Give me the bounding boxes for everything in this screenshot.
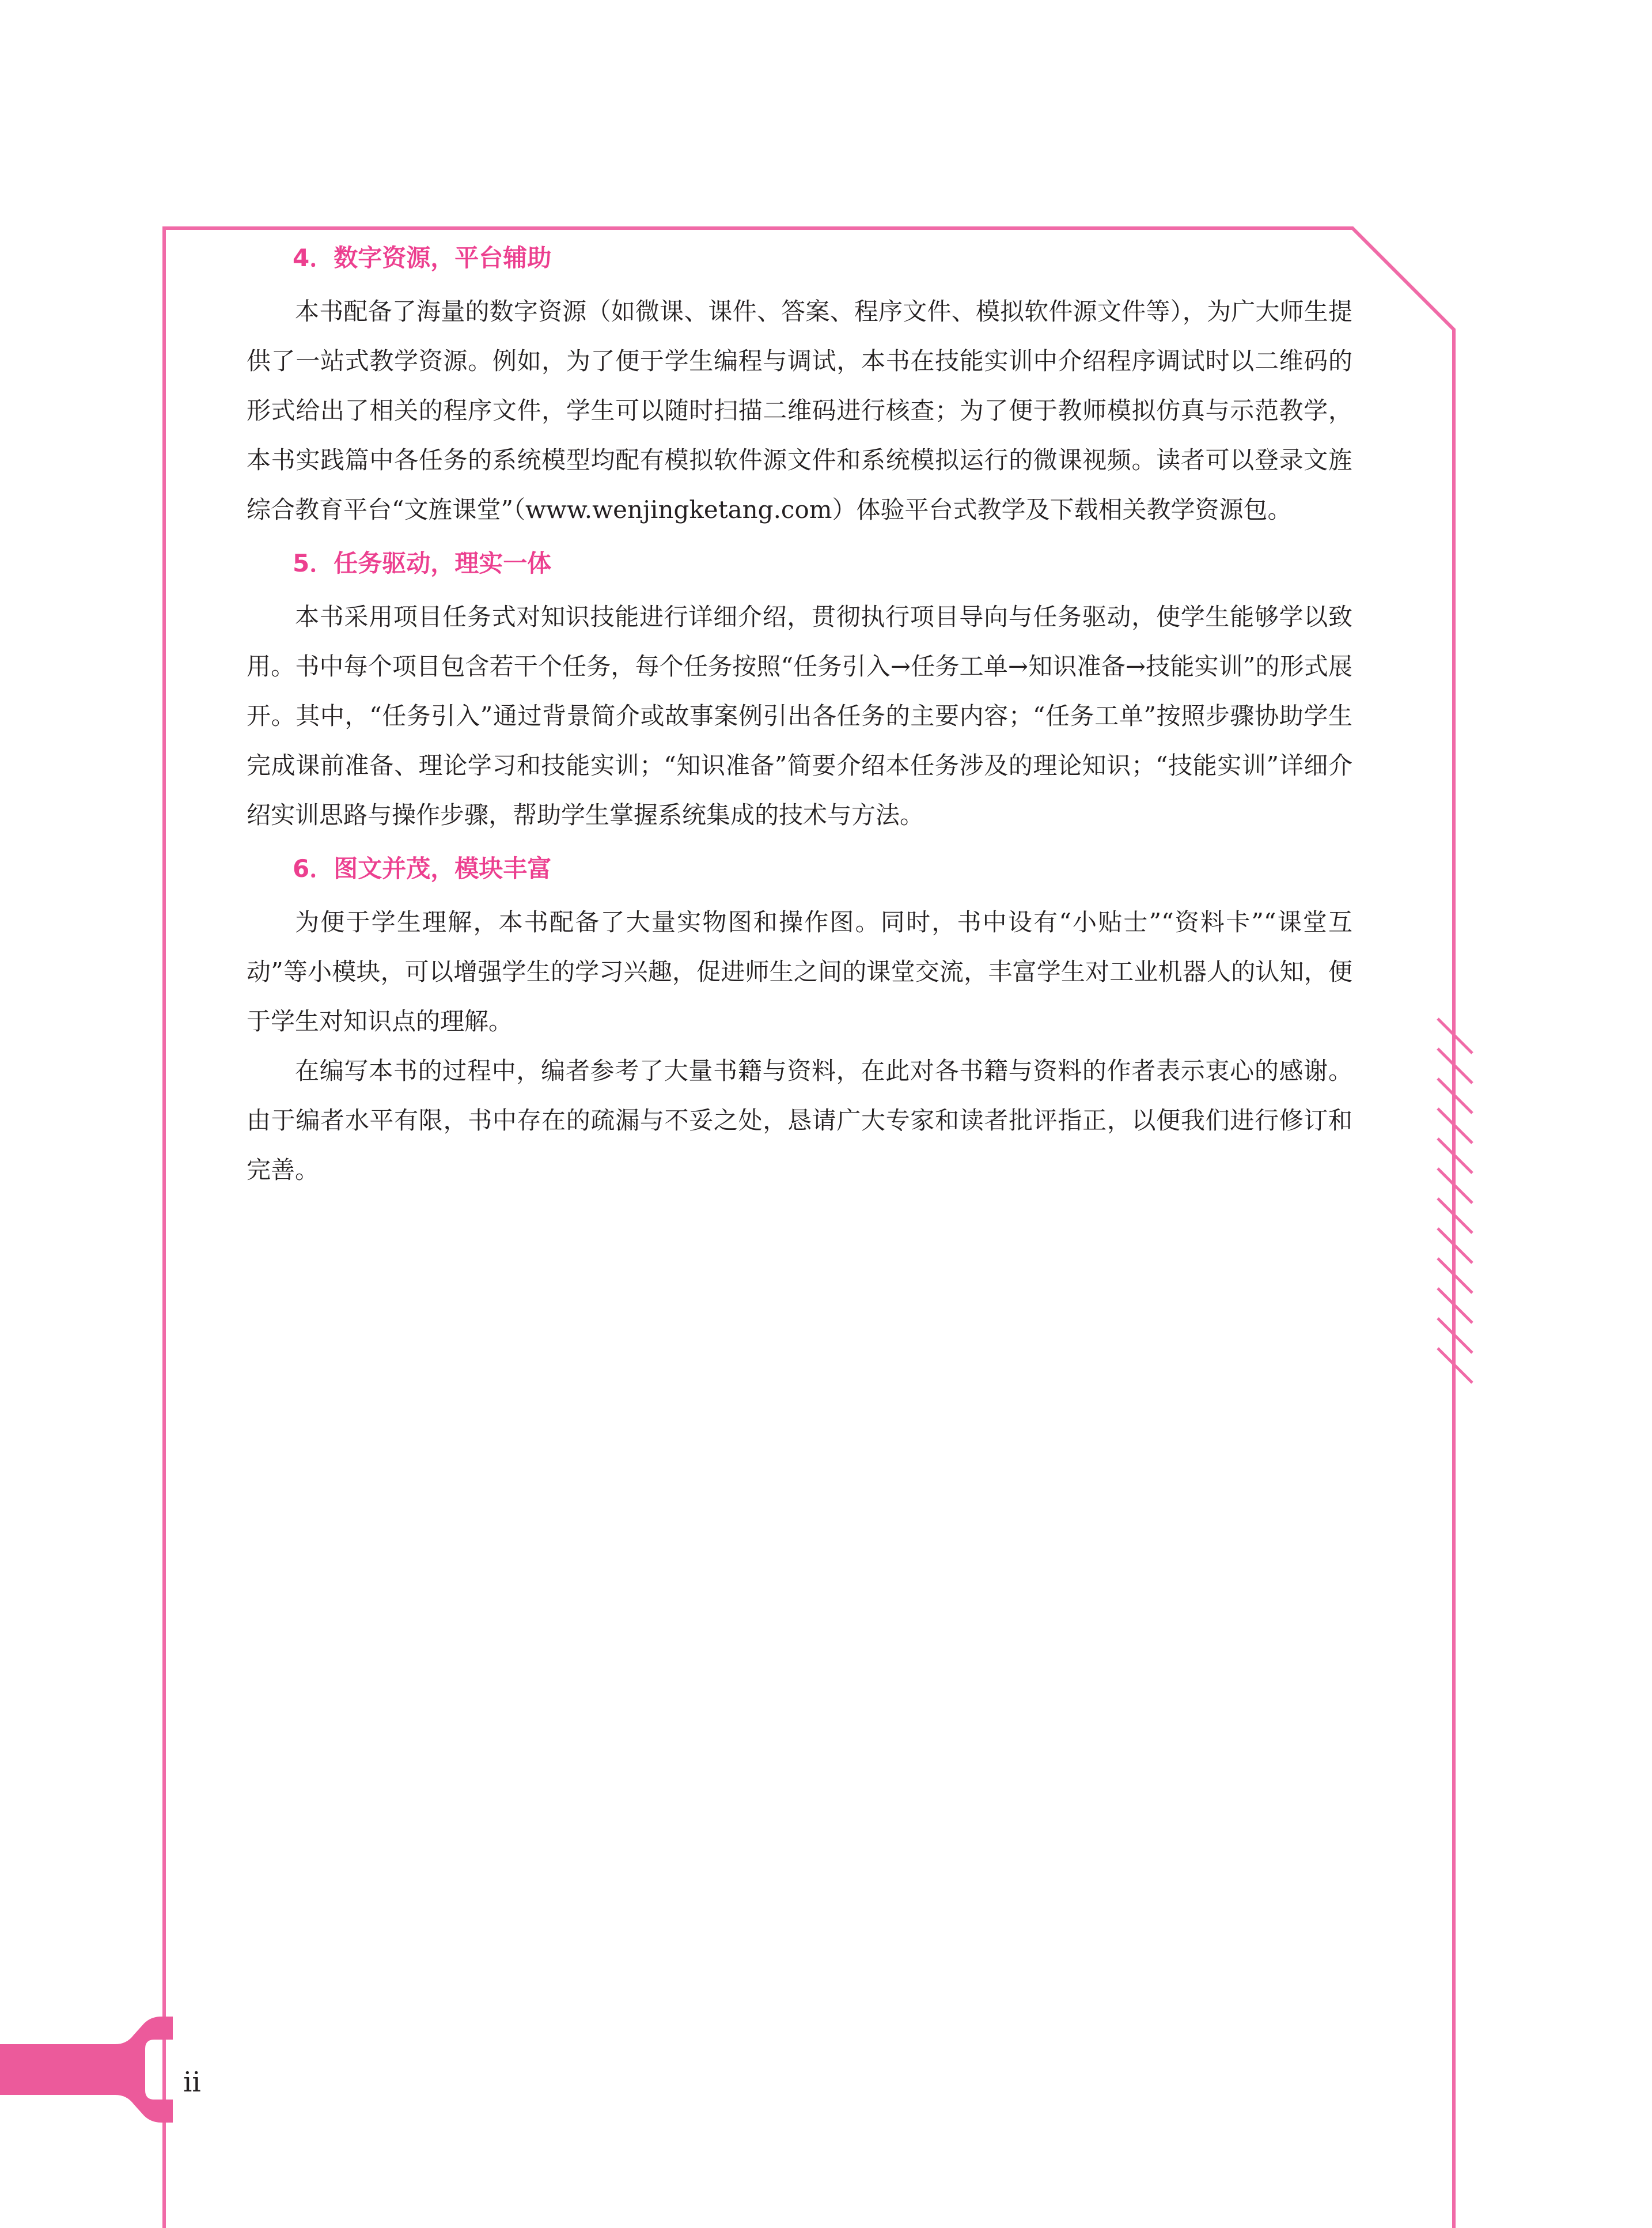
section-heading: 4．数字资源，平台辅助 bbox=[293, 244, 552, 272]
section-heading: 6．图文并茂，模块丰富 bbox=[293, 854, 552, 883]
section-illustrated-modules bbox=[247, 840, 1352, 1195]
section-heading: 5．任务驱动，理实一体 bbox=[293, 549, 552, 577]
page-tab-marker bbox=[0, 2017, 173, 2123]
page-content bbox=[247, 229, 1352, 1195]
paragraph: 本书配备了海量的数字资源（如微课、课件、答案、程序文件、模拟软件源文件等），为广大师生提供了一站式教学资源。例如，为了便于学生编程与调试，本书在技能实训中介绍程序调试时以二维码的形式给出了相关的程序文件，学生可以随时扫描二维码进行核查；为了便于教师模拟仿真与示范教学，本书实践篇中各任务的系统模型均配有模拟软件源文件和系统模拟运行的微课视频。读者可以登录文旌综合教育平台“文旌课堂”（www.wenjingketang.com）体验平台式教学及下载相关教学资源包。 bbox=[247, 297, 1352, 524]
page-number: ii bbox=[183, 2066, 201, 2098]
paragraph: 本书采用项目任务式对知识技能进行详细介绍，贯彻执行项目导向与任务驱动，使学生能够学以致用。书中每个项目包含若干个任务，每个任务按照“任务引入→任务工单→知识准备→技能实训”的形式展开。其中，“任务引入”通过背景简介或故事案例引出各任务的主要内容；“任务工单”按照步骤协助学生完成课前准备、理论学习和技能实训；“知识准备”简要介绍本任务涉及的理论知识；“技能实训”详细介绍实训思路与操作步骤，帮助学生掌握系统集成的技术与方法。 bbox=[247, 603, 1352, 829]
paragraph: 为便于学生理解，本书配备了大量实物图和操作图。同时，书中设有“小贴士”“资料卡”“课堂互动”等小模块，可以增强学生的学习兴趣，促进师生之间的课堂交流，丰富学生对工业机器人的认知，便于学生对知识点的理解。 bbox=[247, 908, 1352, 1035]
paragraph: 在编写本书的过程中，编者参考了大量书籍与资料，在此对各书籍与资料的作者表示衷心的感谢。由于编者水平有限，书中存在的疏漏与不妥之处，恳请广大专家和读者批评指正，以便我们进行修订和完善。 bbox=[247, 1057, 1352, 1184]
section-digital-resources bbox=[247, 229, 1352, 535]
section-task-driven bbox=[247, 535, 1352, 840]
